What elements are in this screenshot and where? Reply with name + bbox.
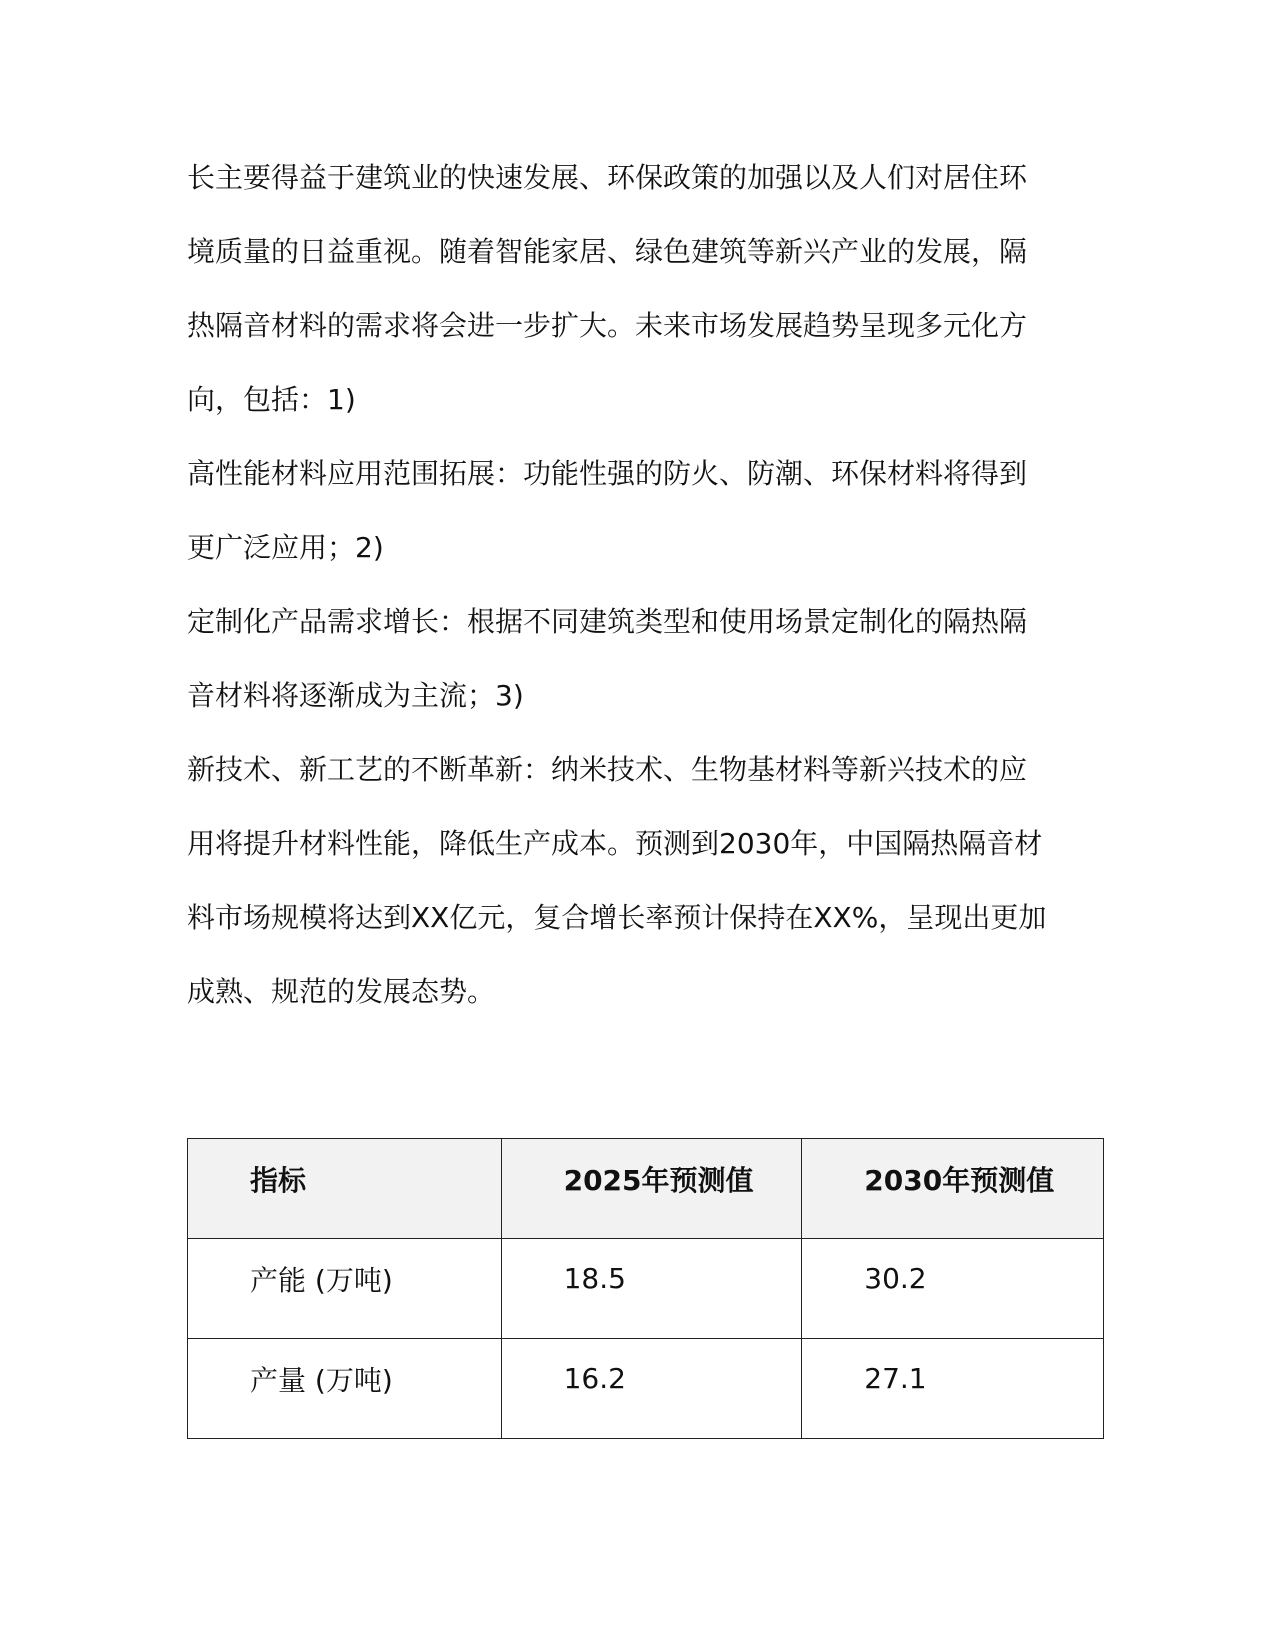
paragraph-line: 向，包括：1) [187, 383, 356, 416]
paragraph-line: 长主要得益于建筑业的快速发展、环保政策的加强以及人们对居住环 [187, 161, 1028, 194]
table-cell [802, 1239, 1104, 1339]
table-cell [188, 1239, 502, 1339]
row-label: 产能 (万吨) [250, 1263, 393, 1297]
cell-value: 27.1 [864, 1362, 927, 1395]
table-cell [501, 1339, 802, 1439]
table-cell [501, 1239, 802, 1339]
paragraph-line: 用将提升材料性能，降低生产成本。预测到2030年，中国隔热隔音材 [187, 827, 1043, 860]
paragraph-line: 成熟、规范的发展态势。 [187, 975, 496, 1008]
cell-value: 18.5 [563, 1262, 626, 1295]
paragraph-line: 料市场规模将达到XX亿元，复合增长率预计保持在XX%，呈现出更加 [187, 901, 1047, 934]
forecast-table [187, 1138, 1104, 1439]
paragraph-line: 高性能材料应用范围拓展：功能性强的防火、防潮、环保材料将得到 [187, 457, 1028, 490]
table-row [188, 1339, 1104, 1439]
table-cell [802, 1339, 1104, 1439]
table-header-cell [802, 1139, 1104, 1239]
table-row [188, 1239, 1104, 1339]
paragraph-line: 定制化产品需求增长：根据不同建筑类型和使用场景定制化的隔热隔 [187, 605, 1028, 638]
header-2030: 2030年预测值 [864, 1163, 1055, 1197]
table-header-cell [188, 1139, 502, 1239]
paragraph-line: 境质量的日益重视。随着智能家居、绿色建筑等新兴产业的发展，隔 [187, 235, 1028, 268]
table-cell [188, 1339, 502, 1439]
table-header-row [188, 1139, 1104, 1239]
table-header-cell [501, 1139, 802, 1239]
paragraph-line: 热隔音材料的需求将会进一步扩大。未来市场发展趋势呈现多元化方 [187, 309, 1028, 342]
paragraph-line: 更广泛应用；2) [187, 531, 384, 564]
cell-value: 30.2 [864, 1262, 927, 1295]
paragraph-line: 新技术、新工艺的不断革新：纳米技术、生物基材料等新兴技术的应 [187, 753, 1028, 786]
paragraph-line: 音材料将逐渐成为主流；3) [187, 679, 524, 712]
header-indicator: 指标 [250, 1163, 307, 1197]
row-label: 产量 (万吨) [250, 1363, 393, 1397]
header-2025: 2025年预测值 [563, 1163, 754, 1197]
cell-value: 16.2 [563, 1362, 626, 1395]
